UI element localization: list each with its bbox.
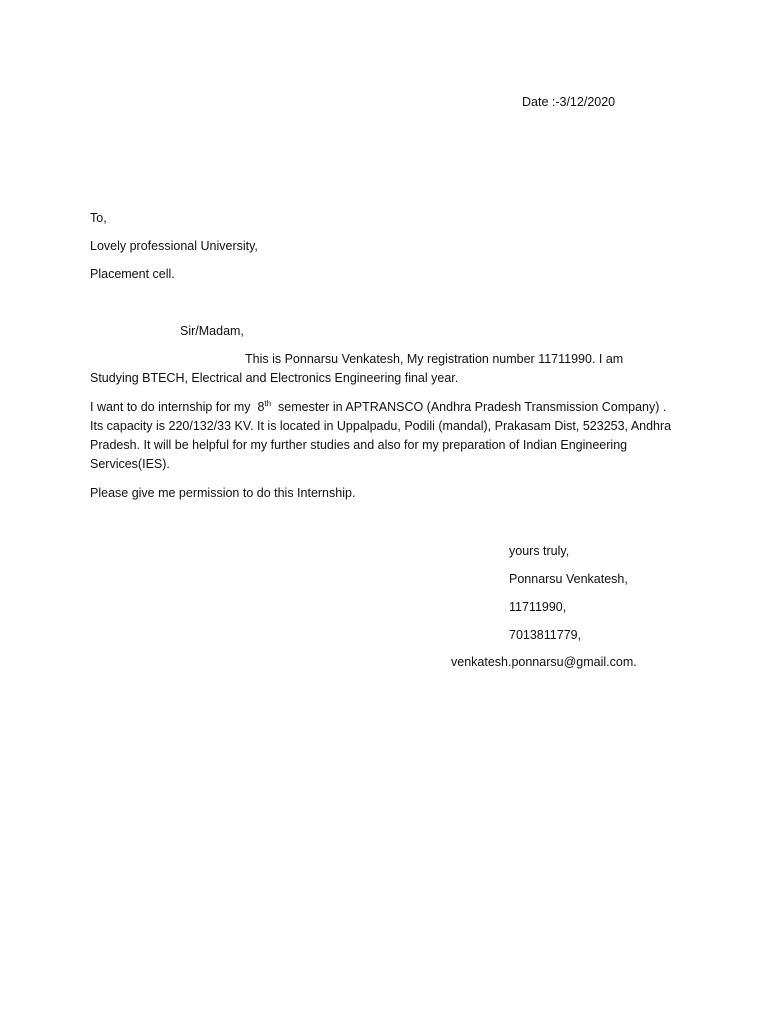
sender-registration: 11711990, [509, 600, 567, 614]
sender-phone: 7013811779, [509, 628, 582, 642]
body-paragraph-2-line-2: Its capacity is 220/132/33 KV. It is located in Uppalpadu, Podili (mandal), Prakasam Dist, 523253, Andhra [90, 419, 672, 433]
semester-ordinal-suffix: th [264, 398, 272, 408]
body-paragraph-2-line-1 [90, 400, 666, 415]
salutation: Sir/Madam, [180, 324, 244, 338]
body-paragraph-2-line-4: Services(IES). [90, 457, 170, 471]
recipient-department: Placement cell. [90, 267, 175, 281]
sender-email: venkatesh.ponnarsu@gmail.com. [451, 655, 637, 669]
paragraph-2-text-b: semester in APTRANSCO (Andhra Pradesh Transmission Company) . [278, 400, 667, 414]
address-to: To, [90, 211, 107, 225]
body-paragraph-3: Please give me permission to do this Internship. [90, 486, 356, 500]
recipient-name: Lovely professional University, [90, 239, 258, 253]
letter-date: Date :-3/12/2020 [522, 95, 616, 109]
semester-number: 8 [257, 400, 265, 414]
body-paragraph-1-line-1: This is Ponnarsu Venkatesh, My registration number 11711990. I am [245, 352, 624, 366]
body-paragraph-1-line-2: Studying BTECH, Electrical and Electronics Engineering final year. [90, 371, 459, 385]
closing: yours truly, [509, 544, 570, 558]
paragraph-2-text-a: I want to do internship for my [90, 400, 251, 414]
body-paragraph-2-line-3: Pradesh. It will be helpful for my further studies and also for my preparation of Indian Engineering [90, 438, 628, 452]
sender-name: Ponnarsu Venkatesh, [509, 572, 628, 586]
